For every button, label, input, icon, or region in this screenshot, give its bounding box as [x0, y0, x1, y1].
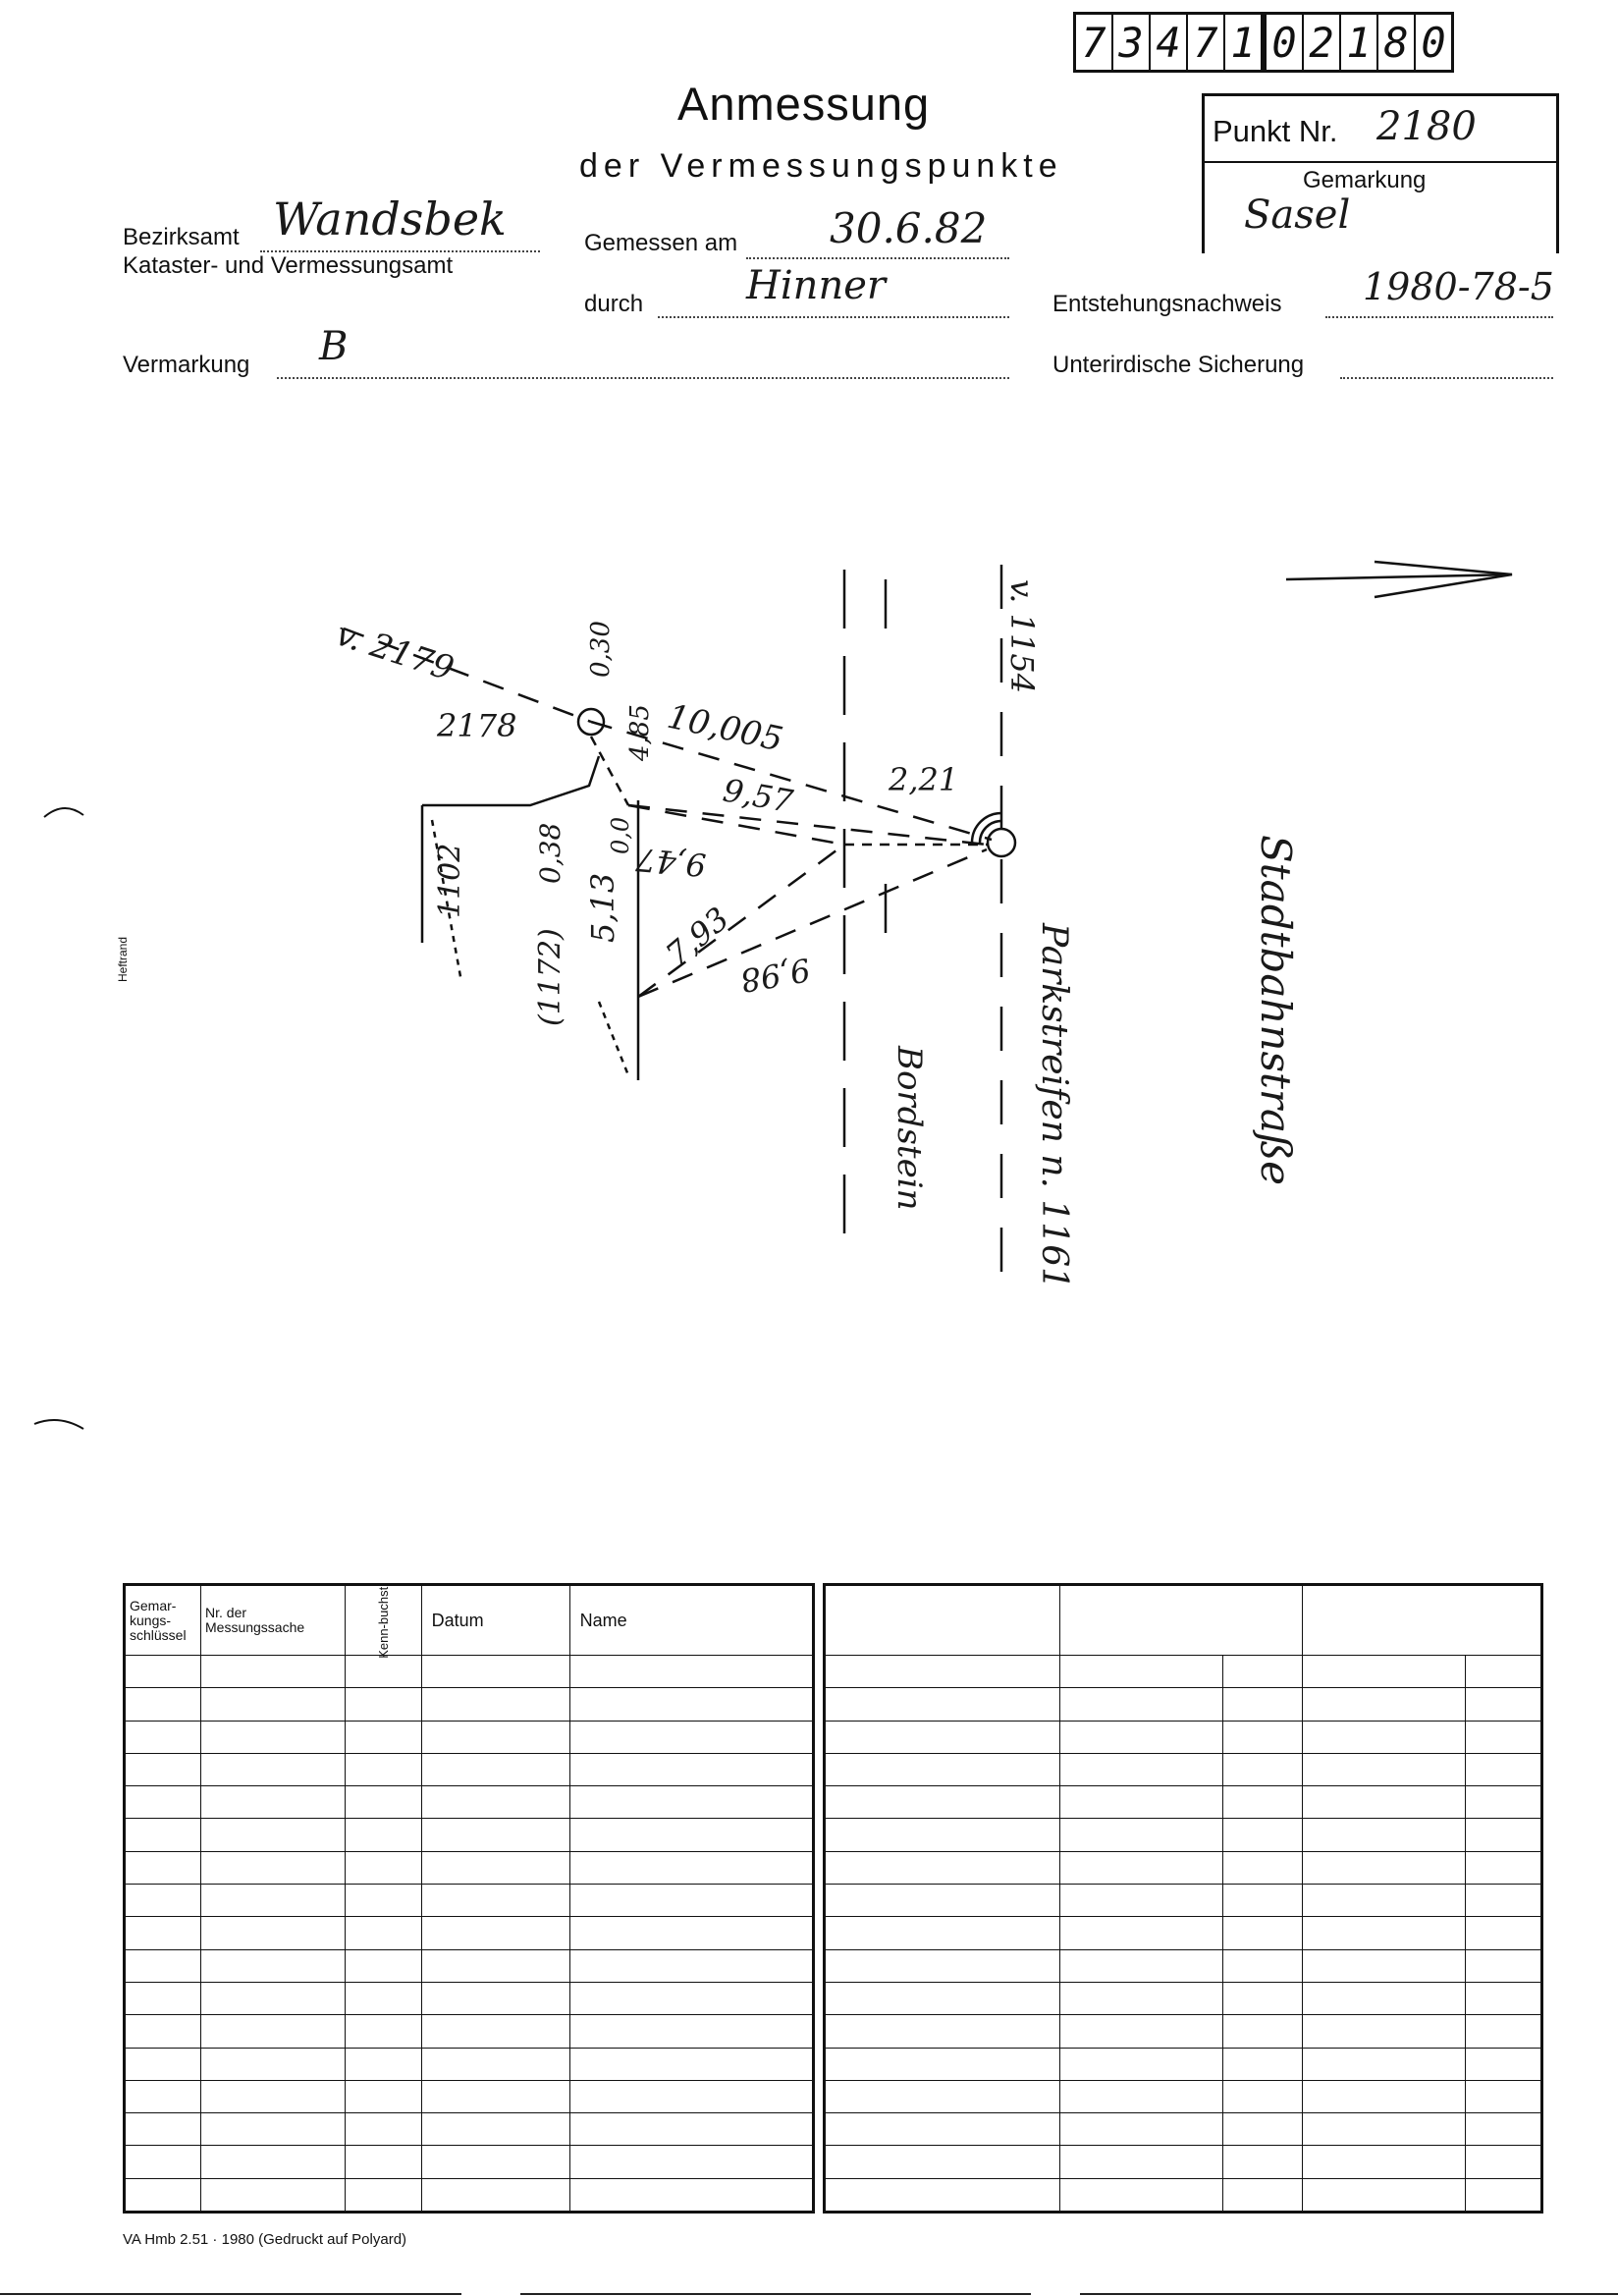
table-cell[interactable]: [201, 1819, 346, 1851]
id-digit: 4: [1151, 15, 1188, 70]
table-cell[interactable]: [1303, 2015, 1466, 2048]
table-cell[interactable]: [125, 1917, 201, 1949]
table-cell[interactable]: [1466, 2048, 1542, 2080]
table-cell[interactable]: [1466, 1656, 1542, 1688]
id-digit: 2: [1304, 15, 1341, 70]
north-arrow-head: [1375, 562, 1512, 597]
table-cell[interactable]: [1303, 1885, 1466, 1917]
table-cell[interactable]: [125, 1656, 201, 1688]
table-cell[interactable]: [1060, 2113, 1223, 2146]
table-row: [825, 1656, 1542, 1688]
table-cell[interactable]: [569, 2080, 813, 2112]
table-cell[interactable]: [1303, 1753, 1466, 1785]
table-row: [825, 1851, 1542, 1884]
table-cell[interactable]: [569, 1885, 813, 1917]
table-cell[interactable]: [569, 1753, 813, 1785]
table-cell[interactable]: [346, 1656, 422, 1688]
table-cell[interactable]: [1060, 1721, 1223, 1753]
table-cell[interactable]: [825, 1949, 1060, 1982]
table-cell[interactable]: [1303, 1982, 1466, 2014]
table-cell[interactable]: [1060, 1786, 1223, 1819]
label-947: 9,47: [634, 840, 708, 884]
table-cell[interactable]: [825, 2015, 1060, 2048]
table-row: [825, 1721, 1542, 1753]
table-cell[interactable]: [569, 1982, 813, 2014]
table-cell[interactable]: [825, 2146, 1060, 2178]
vermarkung-value: B: [319, 324, 349, 369]
table-cell[interactable]: [201, 2080, 346, 2112]
table-row: [125, 1851, 814, 1884]
table-cell[interactable]: [125, 2113, 201, 2146]
table-cell[interactable]: [201, 1982, 346, 2014]
table-cell[interactable]: [569, 2146, 813, 2178]
table-cell[interactable]: [1223, 1721, 1303, 1753]
table-row: [125, 1949, 814, 1982]
table-row: [125, 2048, 814, 2080]
table-cell[interactable]: [825, 2178, 1060, 2212]
header-gemarkungsschluessel: Gemar-kungs-schlüssel: [125, 1585, 201, 1656]
table-cell[interactable]: [569, 2178, 813, 2212]
table-cell[interactable]: [421, 2178, 569, 2212]
table-row: [825, 1949, 1542, 1982]
table-cell[interactable]: [1303, 1688, 1466, 1721]
id-digit: 8: [1378, 15, 1416, 70]
table-cell[interactable]: [825, 1819, 1060, 1851]
table-cell[interactable]: [346, 1917, 422, 1949]
table-row: [825, 2048, 1542, 2080]
durch-label: durch: [584, 291, 644, 317]
table-cell[interactable]: [201, 1885, 346, 1917]
table-cell[interactable]: [569, 1721, 813, 1753]
table-cell[interactable]: [421, 1721, 569, 1753]
table-row: [125, 1753, 814, 1785]
table-row: [125, 2113, 814, 2146]
table-cell[interactable]: [125, 1885, 201, 1917]
table-row: [125, 1885, 814, 1917]
table-cell[interactable]: [1466, 2178, 1542, 2212]
table-cell[interactable]: [569, 1786, 813, 1819]
table-cell[interactable]: [125, 2178, 201, 2212]
table-cell[interactable]: [421, 1819, 569, 1851]
table-cell[interactable]: [125, 2015, 201, 2048]
table-cell[interactable]: [1303, 1819, 1466, 1851]
table-cell[interactable]: [1060, 1982, 1223, 2014]
table-row: [825, 2178, 1542, 2212]
table-cell[interactable]: [346, 1819, 422, 1851]
punch-hole-1: [44, 808, 83, 817]
table-row: [825, 1982, 1542, 2014]
table-cell[interactable]: [1466, 1851, 1542, 1884]
kataster-label: Kataster- und Vermessungsamt: [123, 252, 454, 279]
table-row: [825, 2080, 1542, 2112]
table-cell[interactable]: [125, 2146, 201, 2178]
table-cell[interactable]: [346, 2146, 422, 2178]
table-cell[interactable]: [1466, 1721, 1542, 1753]
table-row: [125, 1982, 814, 2014]
table-cell[interactable]: [1060, 1819, 1223, 1851]
table-cell[interactable]: [1303, 2178, 1466, 2212]
table-cell[interactable]: [346, 1949, 422, 1982]
line-947: [628, 805, 844, 845]
table-row: [125, 1656, 814, 1688]
record-table-right: [823, 1583, 1543, 2214]
table-cell[interactable]: [1223, 2146, 1303, 2178]
table-cell[interactable]: [1060, 1753, 1223, 1785]
label-v2179: v. 2179: [331, 614, 458, 689]
north-arrow-shaft: [1286, 574, 1512, 579]
table-cell[interactable]: [569, 1917, 813, 1949]
table-cell[interactable]: [346, 1688, 422, 1721]
table-cell[interactable]: [1466, 1917, 1542, 1949]
label-00: 0,0: [607, 816, 634, 854]
table-cell[interactable]: [421, 1656, 569, 1688]
label-957: 9,57: [720, 771, 796, 821]
table-cell[interactable]: [346, 2015, 422, 2048]
table-cell[interactable]: [1223, 1949, 1303, 1982]
table-cell[interactable]: [346, 2178, 422, 2212]
table-cell[interactable]: [346, 2080, 422, 2112]
table-cell[interactable]: [421, 1982, 569, 2014]
table-cell[interactable]: [825, 1982, 1060, 2014]
table-cell[interactable]: [421, 1753, 569, 1785]
id-digit: 0: [1267, 15, 1304, 70]
table-cell[interactable]: [1303, 1656, 1466, 1688]
table-cell[interactable]: [1223, 1917, 1303, 1949]
table-cell[interactable]: [125, 2048, 201, 2080]
table-cell[interactable]: [1223, 1656, 1303, 1688]
table-cell[interactable]: [201, 2015, 346, 2048]
table-cell[interactable]: [1303, 1851, 1466, 1884]
table-cell[interactable]: [1466, 1753, 1542, 1785]
table-cell[interactable]: [201, 1656, 346, 1688]
table-cell[interactable]: [125, 1753, 201, 1785]
table-cell[interactable]: [1223, 2113, 1303, 2146]
punch-hole-2: [34, 1420, 83, 1429]
table-row: [125, 2178, 814, 2212]
label-485: 4,85: [625, 704, 655, 761]
table-cell[interactable]: [569, 2113, 813, 2146]
bottom-edge-line-3: [1080, 2293, 1618, 2295]
table-row: [825, 2113, 1542, 2146]
label-10005: 10,005: [664, 696, 786, 760]
label-1102: 1102: [433, 843, 467, 918]
label-v1154: v. 1154: [1003, 579, 1041, 694]
table-cell[interactable]: [569, 1656, 813, 1688]
table-cell[interactable]: [201, 1721, 346, 1753]
id-digit: 7: [1188, 15, 1225, 70]
table-cell[interactable]: [569, 1688, 813, 1721]
table-cell[interactable]: [346, 2048, 422, 2080]
id-digit: 0: [1421, 18, 1446, 67]
table-cell[interactable]: [125, 1819, 201, 1851]
table-cell[interactable]: [1466, 2080, 1542, 2112]
table-cell[interactable]: [1223, 1851, 1303, 1884]
table-row: [825, 2015, 1542, 2048]
table-cell[interactable]: [1223, 1819, 1303, 1851]
header-datum: Datum: [421, 1585, 569, 1656]
table-cell[interactable]: [1060, 2146, 1223, 2178]
form-footer: VA Hmb 2.51 · 1980 (Gedruckt auf Polyard): [123, 2231, 407, 2248]
table-cell[interactable]: [1466, 2113, 1542, 2146]
table-cell[interactable]: [569, 2048, 813, 2080]
table-cell[interactable]: [201, 1949, 346, 1982]
table-cell[interactable]: [1303, 2048, 1466, 2080]
table-cell[interactable]: [1060, 1851, 1223, 1884]
table-cell[interactable]: [825, 1917, 1060, 1949]
table-cell[interactable]: [1303, 1786, 1466, 1819]
label-998: 9,98: [737, 950, 814, 1000]
table-cell[interactable]: [825, 1688, 1060, 1721]
label-bordstein: Bordstein: [890, 1046, 929, 1211]
document-title: Anmessung: [677, 78, 931, 130]
table-cell[interactable]: [201, 2048, 346, 2080]
vermarkung-label: Vermarkung: [123, 352, 250, 378]
table-row: [825, 1885, 1542, 1917]
table-cell[interactable]: [1223, 1688, 1303, 1721]
bezirksamt-label: Bezirksamt: [123, 224, 240, 250]
table-cell[interactable]: [1223, 1786, 1303, 1819]
table-cell[interactable]: [1466, 1949, 1542, 1982]
table-row: [825, 1688, 1542, 1721]
table-row: [125, 1917, 814, 1949]
table-cell[interactable]: [421, 2015, 569, 2048]
table-cell[interactable]: [125, 1721, 201, 1753]
table-cell[interactable]: [1060, 1688, 1223, 1721]
table-row: [825, 1819, 1542, 1851]
point-1154-circle: [988, 829, 1015, 856]
durch-value: Hinner: [746, 263, 886, 308]
header-nr-messungssache: Nr. der Messungssache: [201, 1585, 346, 1656]
table-cell[interactable]: [346, 2113, 422, 2146]
table-cell[interactable]: [825, 1721, 1060, 1753]
table-cell[interactable]: [421, 1917, 569, 1949]
table-cell[interactable]: [569, 1851, 813, 1884]
table-cell[interactable]: [1223, 1982, 1303, 2014]
table-cell[interactable]: [1060, 1656, 1223, 1688]
record-table-left: [123, 1583, 815, 2214]
line-957: [628, 805, 987, 845]
table-cell[interactable]: [1303, 1917, 1466, 1949]
table-cell[interactable]: [1060, 1949, 1223, 1982]
header-blank-2: [1060, 1585, 1303, 1656]
table-cell[interactable]: [201, 1851, 346, 1884]
gemarkung-label: Gemarkung: [1303, 167, 1427, 193]
table-cell[interactable]: [346, 1851, 422, 1884]
table-cell[interactable]: [201, 1688, 346, 1721]
table-cell[interactable]: [1223, 2048, 1303, 2080]
bottom-edge-line-2: [520, 2293, 1031, 2295]
label-221: 2,21: [889, 761, 959, 798]
table-cell[interactable]: [1060, 1885, 1223, 1917]
table-cell[interactable]: [421, 1786, 569, 1819]
table-cell[interactable]: [125, 1851, 201, 1884]
table-cell[interactable]: [1466, 1982, 1542, 2014]
table-cell[interactable]: [1223, 2080, 1303, 2112]
table-row: [825, 1786, 1542, 1819]
gemessen-value: 30.6.82: [830, 204, 988, 252]
table-cell[interactable]: [201, 2178, 346, 2212]
table-cell[interactable]: [1466, 2146, 1542, 2178]
table-cell[interactable]: [125, 2080, 201, 2112]
table-row: [825, 1753, 1542, 1785]
table-cell[interactable]: [1303, 2146, 1466, 2178]
table-cell[interactable]: [346, 1721, 422, 1753]
table-cell[interactable]: [346, 1982, 422, 2014]
label-stadtbahnstrasse: Stadtbahnstraße: [1252, 835, 1300, 1185]
table-cell[interactable]: [421, 2080, 569, 2112]
table-row: [825, 2146, 1542, 2178]
hatch-2: [599, 1002, 628, 1075]
table-cell[interactable]: [825, 2113, 1060, 2146]
table-cell[interactable]: [1223, 2015, 1303, 2048]
table-cell[interactable]: [125, 1786, 201, 1819]
table-cell[interactable]: [421, 1949, 569, 1982]
table-cell[interactable]: [1466, 1819, 1542, 1851]
table-cell[interactable]: [125, 1982, 201, 2014]
building-edge-top: [422, 756, 599, 805]
table-row: [825, 1917, 1542, 1949]
label-parkstreifen: Parkstreifen n. 1161: [1034, 923, 1074, 1290]
table-row: [125, 2015, 814, 2048]
table-cell[interactable]: [825, 1851, 1060, 1884]
table-cell[interactable]: [569, 1819, 813, 1851]
header-kennbuchst: Kenn-buchst.: [346, 1585, 422, 1656]
table-cell[interactable]: [1303, 1721, 1466, 1753]
header-name: Name: [569, 1585, 813, 1656]
label-513: 5,13: [584, 872, 621, 943]
table-cell[interactable]: [421, 2146, 569, 2178]
id-digit: 7: [1076, 15, 1113, 70]
table-cell[interactable]: [569, 2015, 813, 2048]
heftrand-label: Heftrand: [116, 936, 130, 982]
table-cell[interactable]: [1466, 1786, 1542, 1819]
table-cell[interactable]: [125, 1949, 201, 1982]
table-cell[interactable]: [201, 2113, 346, 2146]
table-cell[interactable]: [1060, 2080, 1223, 2112]
id-digit: 1: [1225, 15, 1263, 70]
table-cell[interactable]: [201, 1786, 346, 1819]
table-cell[interactable]: [1223, 1753, 1303, 1785]
table-cell[interactable]: [1303, 1949, 1466, 1982]
id-digit: 3: [1113, 15, 1151, 70]
table-row: [125, 1688, 814, 1721]
label-038: 0,38: [534, 822, 566, 884]
table-cell[interactable]: [1223, 2178, 1303, 2212]
table-cell[interactable]: [421, 1688, 569, 1721]
document-subtitle: der Vermessungspunkte: [579, 147, 1063, 185]
table-cell[interactable]: [1223, 1885, 1303, 1917]
bottom-edge-line-1: [0, 2293, 461, 2295]
label-793: 7,93: [658, 900, 736, 974]
table-cell[interactable]: [346, 1885, 422, 1917]
table-cell[interactable]: [1466, 1885, 1542, 1917]
table-cell[interactable]: [1060, 2178, 1223, 2212]
unterirdisch-label: Unterirdische Sicherung: [1052, 352, 1305, 378]
table-cell[interactable]: [201, 2146, 346, 2178]
punkt-value: 2180: [1376, 104, 1477, 149]
table-cell[interactable]: [1060, 1917, 1223, 1949]
entstehung-value: 1980-78-5: [1363, 265, 1554, 308]
gemessen-label: Gemessen am: [584, 230, 738, 256]
table-cell[interactable]: [569, 1949, 813, 1982]
punkt-label: Punkt Nr.: [1213, 114, 1338, 148]
table-cell[interactable]: [825, 1656, 1060, 1688]
table-cell[interactable]: [1060, 2048, 1223, 2080]
header-blank-3: [1303, 1585, 1542, 1656]
line-485: [591, 737, 628, 805]
table-cell[interactable]: [1303, 2113, 1466, 2146]
label-030: 0,30: [586, 621, 616, 678]
table-cell[interactable]: [1303, 2080, 1466, 2112]
table-row: [125, 1721, 814, 1753]
table-cell[interactable]: [1466, 1688, 1542, 1721]
table-cell[interactable]: [125, 1688, 201, 1721]
header-blank-1: [825, 1585, 1060, 1656]
id-digit: 1: [1341, 15, 1378, 70]
table-cell[interactable]: [346, 1786, 422, 1819]
label-1172: (1172): [533, 928, 567, 1026]
table-cell[interactable]: [201, 1917, 346, 1949]
table-cell[interactable]: [825, 2080, 1060, 2112]
bezirksamt-value: Wandsbek: [273, 192, 507, 246]
table-cell[interactable]: [201, 1753, 346, 1785]
table-cell[interactable]: [825, 1753, 1060, 1785]
table-row: [125, 2080, 814, 2112]
table-cell[interactable]: [421, 1851, 569, 1884]
label-2178: 2178: [437, 707, 517, 744]
table-cell[interactable]: [421, 2048, 569, 2080]
table-cell[interactable]: [421, 2113, 569, 2146]
table-cell[interactable]: [421, 1885, 569, 1917]
table-cell[interactable]: [1060, 2015, 1223, 2048]
table-row: [125, 1819, 814, 1851]
table-cell[interactable]: [825, 1786, 1060, 1819]
table-cell[interactable]: [825, 1885, 1060, 1917]
table-cell[interactable]: [1466, 2015, 1542, 2048]
table-row: [125, 1786, 814, 1819]
entstehung-label: Entstehungsnachweis: [1052, 291, 1282, 317]
table-cell[interactable]: [825, 2048, 1060, 2080]
table-row: [125, 2146, 814, 2178]
table-cell[interactable]: [346, 1753, 422, 1785]
gemarkung-value: Sasel: [1244, 192, 1351, 238]
